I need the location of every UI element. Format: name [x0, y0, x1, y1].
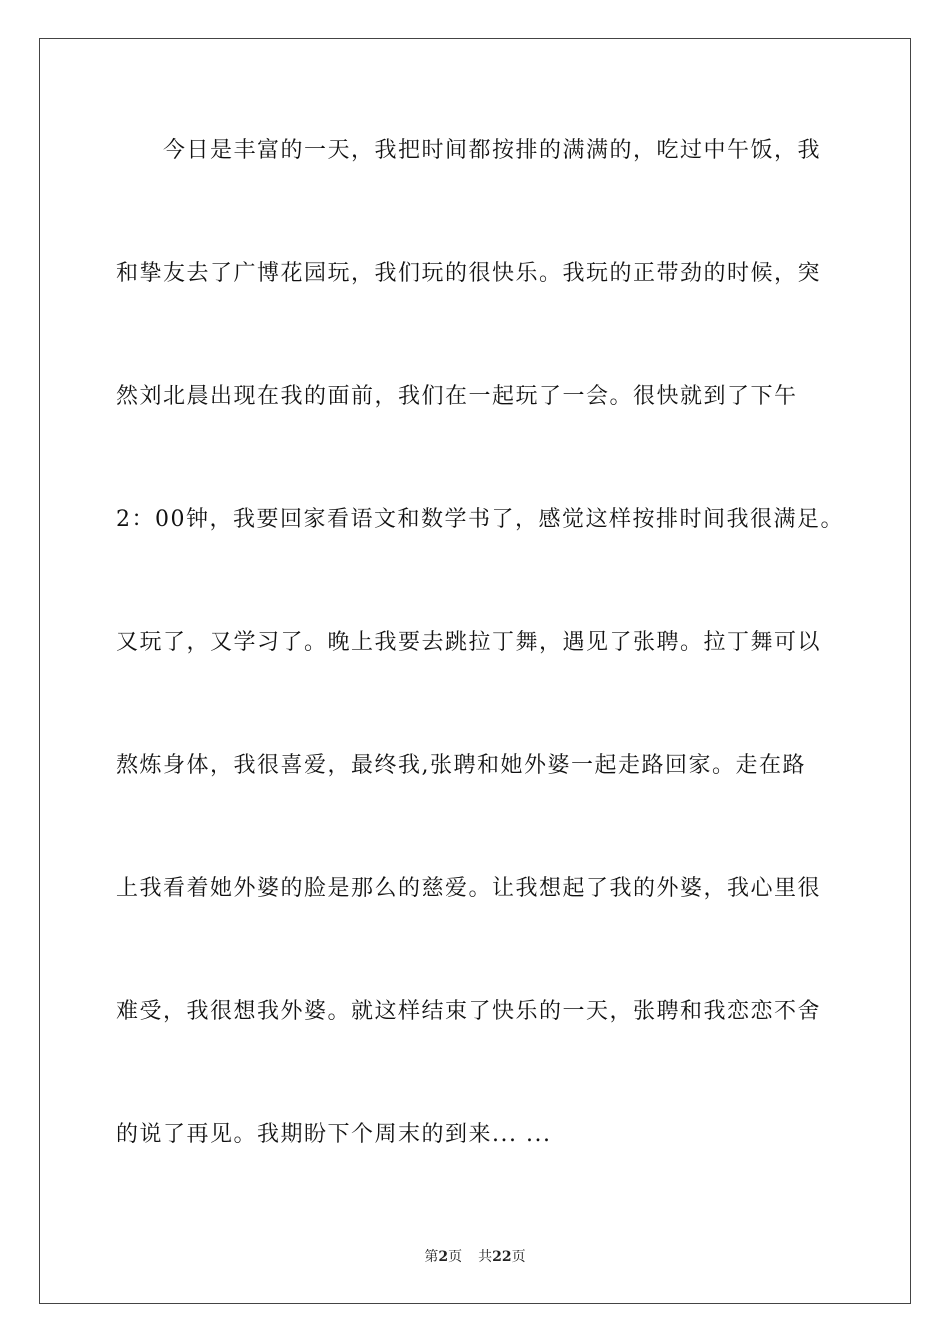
- text-line-6: 熬炼身体，我很喜爱，最终我,张聘和她外婆一起走路回家。走在路: [116, 753, 806, 778]
- page-suffix: 页: [448, 1249, 463, 1265]
- text-line-4: 2：00钟，我要回家看语文和数学书了，感觉这样按排时间我很满足。: [116, 507, 844, 532]
- text-line-5: 又玩了，又学习了。晚上我要去跳拉丁舞，遇见了张聘。拉丁舞可以: [116, 630, 822, 655]
- text-line-8: 难受，我很想我外婆。就这样结束了快乐的一天，张聘和我恋恋不舍: [116, 999, 822, 1024]
- text-line-9: 的说了再见。我期盼下个周末的到来... ...: [116, 1122, 552, 1147]
- page-border: [39, 38, 911, 1304]
- total-suffix: 页: [511, 1249, 526, 1265]
- total-pages: 22: [492, 1249, 512, 1265]
- text-line-2: 和挚友去了广博花园玩，我们玩的很快乐。我玩的正带劲的时候，突: [116, 261, 822, 286]
- total-prefix: 共: [478, 1249, 493, 1265]
- page-footer: [0, 1248, 950, 1266]
- text-line-3: 然刘北晨出现在我的面前，我们在一起玩了一会。很快就到了下午: [116, 384, 798, 409]
- page-prefix: 第: [424, 1249, 439, 1265]
- page-number: 2: [438, 1249, 449, 1265]
- text-line-7: 上我看着她外婆的脸是那么的慈爱。让我想起了我的外婆，我心里很: [116, 876, 822, 901]
- text-line-1: 今日是丰富的一天，我把时间都按排的满满的，吃过中午饭，我: [116, 138, 822, 163]
